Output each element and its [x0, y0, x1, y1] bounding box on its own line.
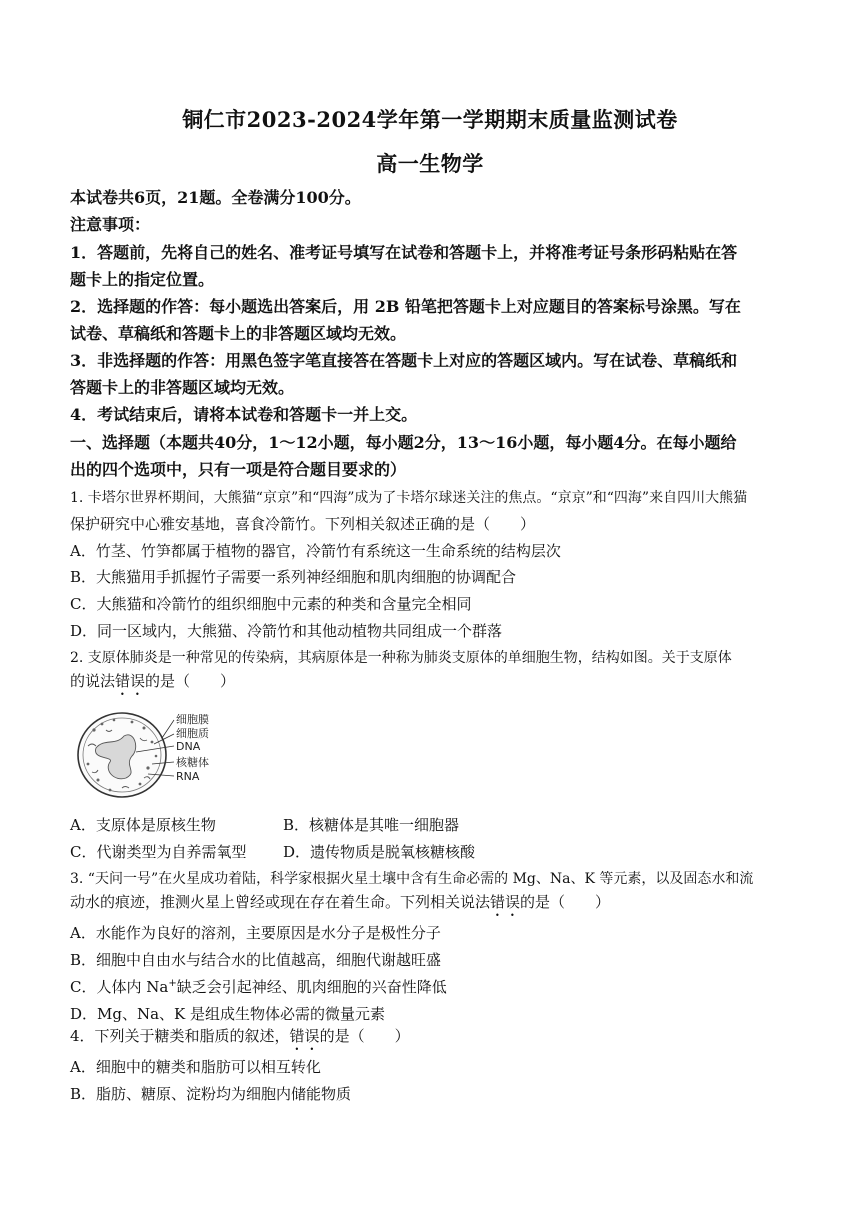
emphasis-mark: 错误: [289, 1027, 320, 1045]
question-2-option-c: C．代谢类型为自养需氧型: [70, 843, 247, 861]
notice-line: 1．答题前，先将自己的姓名、准考证号填写在试卷和答题卡上，并将准考证号条形码粘贴在答: [70, 243, 738, 262]
question-4-stem: 4．下列关于糖类和脂质的叙述，错误的是（ ）: [70, 1027, 410, 1045]
notice-line: 2．选择题的作答：每小题选出答案后，用 2B 铅笔把答题卡上对应题目的答案标号涂黑。写在: [70, 297, 741, 316]
question-3-option-d: D．Mg、Na、K 是组成生物体必需的微量元素: [70, 1005, 386, 1023]
question-3-option-c: C．人体内 Na+缺乏会引起神经、肌肉细胞的兴奋性降低: [70, 978, 447, 996]
emphasis-mark: 错误: [490, 893, 521, 911]
question-1-option-a: A．竹茎、竹笋都属于植物的器官，冷箭竹有系统这一生命系统的结构层次: [70, 542, 561, 560]
question-1-option-d: D．同一区域内，大熊猫、冷箭竹和其他动植物共同组成一个群落: [70, 622, 503, 640]
label-rna: RNA: [176, 770, 200, 783]
question-3-option-a: A．水能作为良好的溶剂，主要原因是水分子是极性分子: [70, 924, 441, 942]
question-4-option-b: B．脂肪、糖原、淀粉均为细胞内储能物质: [70, 1085, 352, 1103]
notice-line: 题卡上的指定位置。: [70, 270, 215, 289]
notice-heading: 注意事项：: [70, 215, 151, 234]
question-2-stem: 2. 支原体肺炎是一种常见的传染病，其病原体是一种称为肺炎支原体的单细胞生物，结构如图。关于支原体: [70, 650, 732, 666]
question-1-stem: 1. 卡塔尔世界杯期间，大熊猫“京京”和“四海”成为了卡塔尔球迷关注的焦点。“京京”和“四海”来自四川大熊猫: [70, 490, 748, 506]
section-heading: 一、选择题（本题共40分，1～12小题，每小题2分，13～16小题，每小题4分。在每小题给: [70, 433, 737, 452]
label-dna: DNA: [176, 740, 201, 753]
question-4-option-a: A．细胞中的糖类和脂肪可以相互转化: [70, 1058, 321, 1076]
page-subtitle: 高一生物学: [376, 151, 484, 176]
mycoplasma-structure-diagram: [74, 708, 234, 803]
question-1-stem: 保护研究中心雅安基地，喜食冷箭竹。下列相关叙述正确的是（ ）: [70, 515, 536, 533]
notice-line: 答题卡上的非答题区域均无效。: [70, 378, 295, 397]
question-2-option-d: D．遗传物质是脱氧核糖核酸: [283, 843, 476, 861]
label-cell-membrane: 细胞膜: [176, 713, 209, 726]
notice-line: 3．非选择题的作答：用黑色签字笔直接答在答题卡上对应的答题区域内。写在试卷、草稿纸和: [70, 351, 738, 370]
notice-line: 4．考试结束后，请将本试卷和答题卡一并上交。: [70, 405, 418, 424]
question-3-option-b: B．细胞中自由水与结合水的比值越高，细胞代谢越旺盛: [70, 951, 442, 969]
label-cytoplasm: 细胞质: [176, 727, 209, 740]
question-1-option-b: B．大熊猫用手抓握竹子需要一系列神经细胞和肌肉细胞的协调配合: [70, 568, 517, 586]
question-2-option-a: A．支原体是原核生物: [70, 816, 216, 834]
question-1-option-c: C．大熊猫和冷箭竹的组织细胞中元素的种类和含量完全相同: [70, 595, 472, 613]
question-3-stem: 3. “天问一号”在火星成功着陆，科学家根据火星土壤中含有生命必需的 Mg、Na、K 等元素，以及固态水和流: [70, 871, 754, 887]
page-title: 铜仁市2023-2024学年第一学期期末质量监测试卷: [182, 107, 678, 132]
notice-line: 试卷、草稿纸和答题卡上的非答题区域均无效。: [70, 324, 407, 343]
label-ribosome: 核糖体: [176, 756, 209, 769]
emphasis-mark: 错误: [115, 672, 146, 690]
question-3-stem: 动水的痕迹，推测火星上曾经或现在存在着生命。下列相关说法错误的是（ ）: [70, 893, 611, 911]
section-heading: 出的四个选项中，只有一项是符合题目要求的）: [70, 460, 407, 479]
question-2-stem: 的说法错误的是（ ）: [70, 672, 236, 690]
question-2-option-b: B．核糖体是其唯一细胞器: [283, 816, 460, 834]
intro-text: 本试卷共6页，21题。全卷满分100分。: [70, 188, 361, 207]
